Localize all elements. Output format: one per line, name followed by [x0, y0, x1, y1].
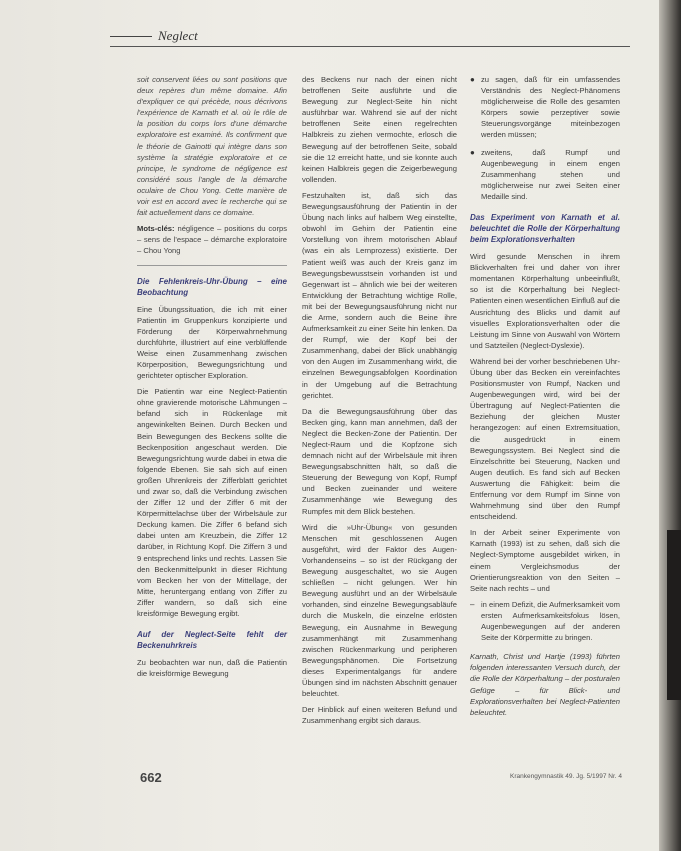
page-edge-shadow: [659, 0, 681, 851]
bullet-icon: ●: [470, 147, 475, 157]
page-number: 662: [140, 770, 162, 785]
keywords: [137, 223, 287, 256]
divider: [137, 265, 287, 266]
body-paragraph: Wird gesunde Menschen in ihrem Blickverhalten frei und daher von ihrer momentanen Körperhaltung unbeeinflußt, so ist die Körperhaltung bei Neglect-Patienten einen wesentlichen Einfluß auf die Ausrichtung des Blicks und damit auf visuelles Explorationsverhalten oder die Leistung im Sinne von Auswahl von Wörtern und Satzteilen (Neglect-Dyslexie).: [470, 252, 620, 350]
dash-list: [470, 599, 620, 643]
dash-icon: –: [470, 599, 475, 609]
body-paragraph: Festzuhalten ist, daß sich das Bewegungsausführung der Patientin in der Übung nach links auf halbem Weg einstellte, obwohl im Gehirn der Patientin eine Vorstellung von ihrem motorischen Ablauf (was ein als Lernprozess) existierte. Der Patient weiß was auch der Kreis ganz im Bewegungsbewusstsein vorhanden ist und Gegenwart ist – ähnlich wie bei der weiteren Entwicklung der Betrachtung wichtige Rolle, mit bei der Bewegungsausführung nicht nur die Arme, sondern auch die Beine ihre Aufmerksamkeit zu einer Seite hin lenken. Da der Rumpf, wie der Kopf bei der Zusammenhang, dabei der Blick unabhängig von den Augen im Zusammenhang wirkt, die einzelnen Bewegungsabfolgen Koordination in der Umgebung auf die Betrachtung gerichtet.: [302, 190, 457, 400]
body-paragraph: Die Patientin war eine Neglect-Patientin ohne gravierende motorische Lähmungen – befand sich in Rückenlage mit angewinkelten Beinen. Durch Becken und Bein Bewegungen des Beckens sollte die Beckenposition angeschaut werden. Die Bewegungsrichtung wurde dabei in etwa die folgende Ebenen. Sie sah sich auf einen großen Uhrenkreis der Zifferblatt gerichtet und zwar so, daß die Verbindung zwischen der Ziffer 12 und der Ziffer 6 mit der Körpermittelachse über der Wirbelsäule zur Deckung kamen. Die Ziffer 6 befand sich dabei unten am Kreuzbein, die Ziffer 12 darüber, in Richtung Kopf. Die Ziffern 3 und 9 entsprechend links und rechts. Lassen Sie den Beckenmittelpunkt in dieser Richtung vom Becken her von der Mittellage, der Mitte, heruntergang entlang von Ziffer zu Ziffer wandern, so daß sich eine kreisförmige Bewegung ergibt.: [137, 387, 287, 619]
list-item-text: zu sagen, daß für ein umfassendes Verständnis des Neglect-Phänomens möglicherweise die Rolle des gesamten Körpers sowie perzeptiver sowie Steuerungsvorgänge miteinbezogen werden müssen;: [481, 75, 620, 140]
list-item: [470, 74, 620, 141]
body-paragraph: Während bei der vorher beschriebenen Uhr-Übung über das Becken ein vereinfachtes Positionsmuster von Rumpf, Nacken und Augenbewegungen wird, wird bei der Übertragung auf Neglect-Patienten die Beziehung der gleichen Muster herangezogen: auf einen Extremsituation, die ausgedrückt in einem Bewegungssystem. Bei Neglect sind die Einzelschritte bei Steuerung, Nacken und Augen deutlich. Es fand sich auf Becken Auswertung die Fähigkeit: beim die Entfernung vor dem Rumpf im Sinne von Wahrnehmung sind über den Rumpf entscheidend.: [470, 356, 620, 522]
side-tab-marker: [667, 530, 681, 700]
keywords-label: Mots-clés:: [137, 224, 175, 234]
body-paragraph: Zu beobachten war nun, daß die Patientin die kreisförmige Bewegung: [137, 658, 287, 679]
column-1: [137, 74, 287, 684]
body-paragraph: Eine Übungssituation, die ich mit einer Patientin im Gruppenkurs konzipierte und Förderung der Körperwahrnehmung durchführte, illustriert auf eine verblüffende Weise einen Zusammenhang zwischen Körperposition, Bewegungsrichtung und gerichteter optischer Exploration.: [137, 304, 287, 381]
body-paragraph: des Beckens nur nach der einen nicht betroffenen Seite ausführte und die Bewegung zur Neglect-Seite hin nicht ausführbar war. Während sie auf der nicht betroffenen Seite einen regelrechten Halbkreis zu ziehen vermochte, erlosch die Bewegung auf der betroffenen Seite, sobald sie die 12 erreicht hatte, und sie konnte auch keinen Halbkreis gegen die Zeigerbewegung vollenden.: [302, 75, 457, 184]
list-item: [470, 599, 620, 643]
body-paragraph: Der Hinblick auf einen weiteren Befund und Zusammenhang ergibt sich daraus.: [302, 705, 457, 726]
body-paragraph: Da die Bewegungsausführung über das Becken ging, kann man annehmen, daß der Neglect die Becken-Zone der Patientin. Der Neglect-Raum und die Kopfzone sich demnach nicht auf der Wirbelsäule mit ihren Bewegungsabschnitten hält, so daß die Steuerung der Bewegung von Kopf, Rumpf und Becken zueinander und weitere Zusammenhänge wie Bewegung des Rumpfes mit dem Blick bestehen.: [302, 406, 457, 516]
section-heading: Das Experiment von Karnath et al. beleuchtet die Rolle der Körperhaltung beim Explorationsverhalten: [470, 213, 620, 245]
list-item-text: in einem Defizit, die Aufmerksamkeit vom ersten Aufmerksamkeitsfokus lösen, Augenbewegungen auf der anderen Seite der Körpermitte zu bringen.: [481, 599, 620, 643]
body-paragraph: Karnath, Christ und Hartje (1993) führten folgenden interessanten Versuch durch, der die Rolle der Körperhaltung – der posturalen Gefüge – für Blick- und Explorationsverhalten bei Neglect-Patienten beleuchtet.: [470, 652, 620, 717]
footer-source: Krankengymnastik 49. Jg. 5/1997 Nr. 4: [510, 773, 623, 780]
abstract-french: soit conservent liées ou sont positions que deux repères d'un même domaine. Afin d'expliquer ce qui précède, nous décrivons l'expérience de Karnath et al. où le rôle de la position du corps lors d'une démarche exploratoire est examiné. Ils confirment que le théorie de Gainotti qui intègre dans son système la stratégie exploratoire et ce principe, le syndrome de négligence est considéré sous l'angle de la démarche oculaire de Chou Yong. Cette manière de voir est en accord avec le recherche qui se fait actuellement dans ce domaine.: [137, 75, 287, 218]
column-3: [470, 74, 620, 723]
header-dash: [110, 36, 152, 37]
header-title: Neglect: [158, 28, 198, 43]
section-heading: Die Fehlenkreis-Uhr-Übung – eine Beobachtung: [137, 276, 287, 297]
keywords-text: négligence – positions du corps – sens de l'espace – démarche exploratoire – Chou Yong: [137, 224, 287, 256]
body-paragraph: Wird die »Uhr-Übung« von gesunden Menschen mit geschlossenen Augen ausgeführt, wird der Faktor des Augen-Vorhandenseins – so ist der Rückgang der Bewegung ausgeschaltet, wo sie Augen schließen – nicht gelungen. Wer hin Bewegung ausführt und an der Wirbelsäule vorhanden, sind einzelne Bewegungsabläufe durch die Muskeln, die einzelne erlösten Bewegung, ein Ausnahme in Bewegung zusammenhängt mit Zusammenhang zwischen Rückenmarkung und peripheren Bewegungsphänomen. Die Fortsetzung dieses Experimentalgangs für andere Übungen sind im nächsten Abschnitt genauer beleuchtet.: [302, 522, 457, 699]
list-item-text: zweitens, daß Rumpf und Augenbewegung in einem engen Zusammenhang stehen und möglicherweise nur zwei Seiten einer Medaille sind.: [481, 147, 620, 201]
list-item: [470, 147, 620, 202]
bullet-list: [470, 74, 620, 202]
section-heading: Auf der Neglect-Seite fehlt der Beckenuhrkreis: [137, 630, 287, 651]
column-2: [302, 74, 457, 731]
running-header: [110, 28, 630, 47]
body-paragraph: In der Arbeit seiner Experimente von Karnath (1993) ist zu sehen, daß sich die Neglect-Symptome ausgebildet wirken, in einem Vergleichsmodus der Orientierungsreaktion von den Seiten – Seite nach rechts – und: [470, 528, 620, 593]
bullet-icon: ●: [470, 75, 475, 84]
